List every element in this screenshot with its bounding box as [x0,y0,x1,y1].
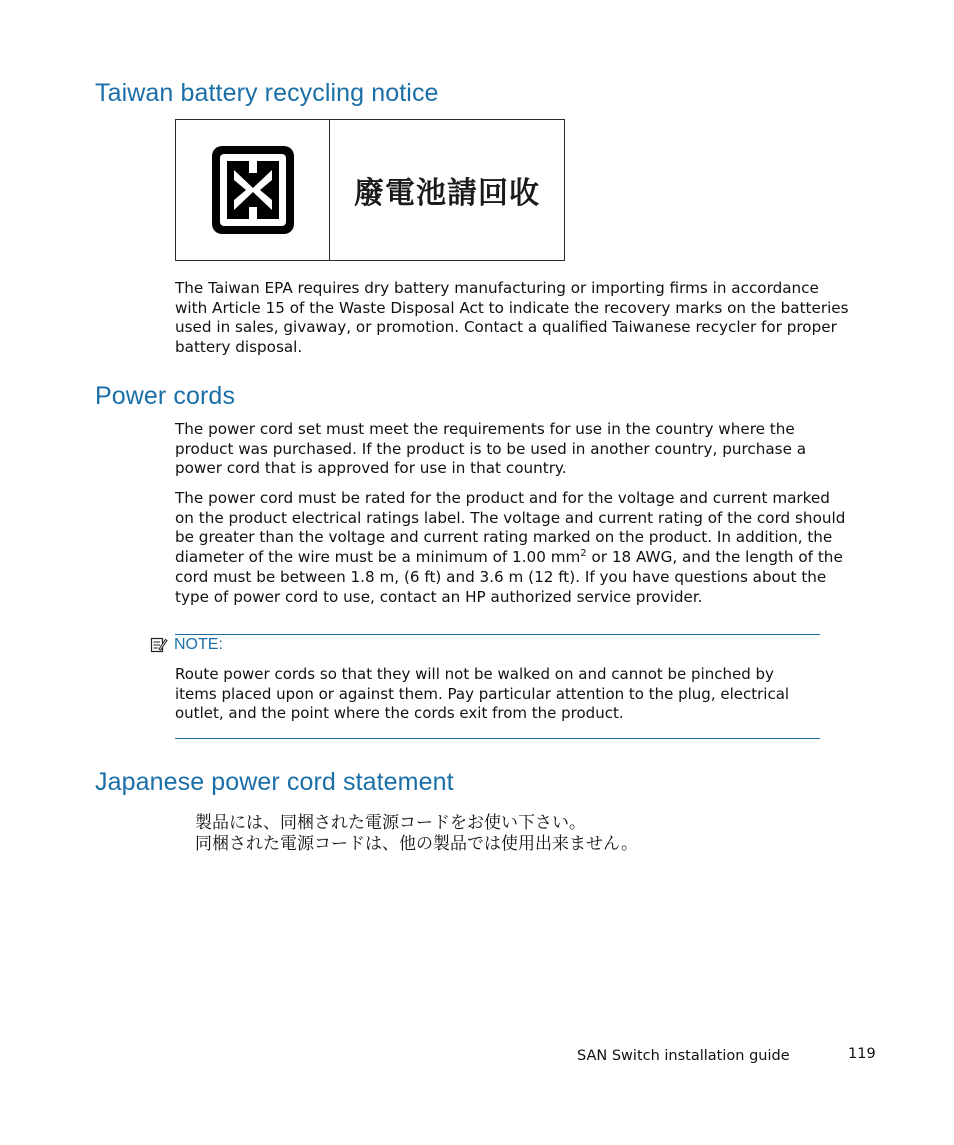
power-cords-paragraph-2-part-a: The power cord must be rated for the product and for the voltage and current marked on the product electrical ratings label. The voltage and current rating of the cord should be greater than the voltage and current rating marked on the product. In addition, the diameter of the wire must be a minimum of 1.00 mm [175,489,846,567]
note-bottom-rule [175,738,820,739]
heading-taiwan-battery: Taiwan battery recycling notice [95,79,439,107]
footer-document-title: SAN Switch installation guide [577,1048,790,1064]
page-number: 119 [848,1046,876,1062]
note-top-rule [175,634,820,635]
note-label: NOTE: [174,636,223,653]
taiwan-recycling-logo-cell [176,120,330,260]
japanese-line-2: 同梱された電源コードは、他の製品では使用出来ません。 [195,834,639,854]
note-header [150,636,223,654]
note-text: Route power cords so that they will not be walked on and cannot be pinched by items placed upon or against them. Pay particular attention to the plug, electrical outlet, and the point where the cords exit from the product. [175,665,790,723]
power-cords-paragraph-2 [175,489,851,607]
note-icon [150,636,168,654]
taiwan-recycling-label [175,119,565,261]
heading-power-cords: Power cords [95,382,236,410]
heading-japanese-power-cord: Japanese power cord statement [95,768,454,796]
taiwan-recycling-text: 廢電池請回收 [354,176,540,211]
japanese-statement [195,813,638,855]
japanese-line-1: 製品には、同梱された電源コードをお使い下さい。 [195,813,586,833]
taiwan-paragraph: The Taiwan EPA requires dry battery manufacturing or importing firms in accordance with Article 15 of the Waste Disposal Act to indicate the recovery marks on the batteries used in sales, givaway, or promotion. Contact a qualified Taiwanese recycler for proper battery disposal. [175,279,849,357]
superscript: 2 [580,548,587,560]
power-cords-paragraph-1: The power cord set must meet the requirements for use in the country where the product was purchased. If the product is to be used in another country, purchase a power cord that is approved for use in that country. [175,420,807,478]
power-cords-paragraph-2-part-b: or 18 AWG, and the length of the cord must be between 1.8 m, (6 ft) and 3.6 m (12 ft). If you have questions about the type of power cord to use, contact an HP authorized service provider. [175,548,843,606]
taiwan-recycling-icon [210,144,296,236]
